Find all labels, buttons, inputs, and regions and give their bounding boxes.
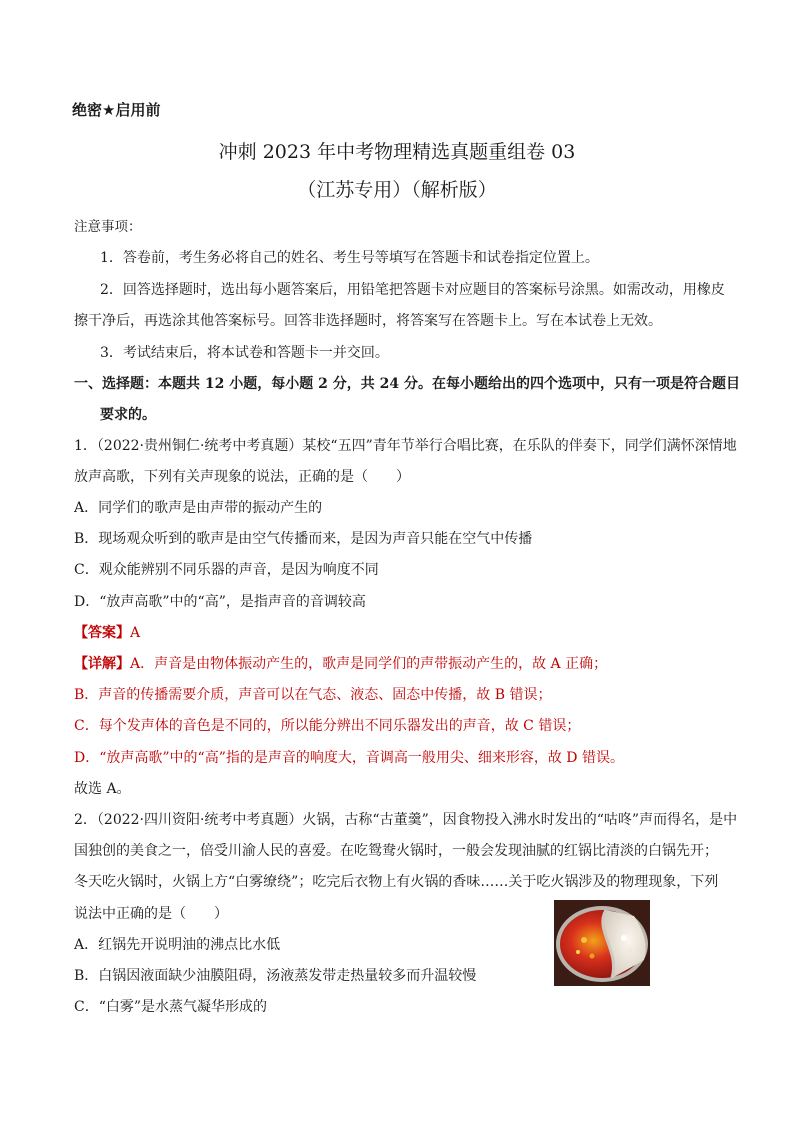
q2-stem-line-4: 说法中正确的是（ ） xyxy=(74,906,228,922)
section-heading-cont: 要求的。 xyxy=(100,407,156,423)
answer-value: A xyxy=(130,625,141,641)
notice-item-1: 1．答卷前，考生务必将自己的姓名、考生号等填写在答题卡和试卷指定位置上。 xyxy=(100,250,599,266)
q1-stem-line-2: 放声高歌，下列有关声现象的说法，正确的是（ ） xyxy=(74,469,410,485)
q1-conclusion: 故选 A。 xyxy=(74,781,131,797)
q2-stem-line-3: 冬天吃火锅时，火锅上方“白雾缭绕”；吃完后衣物上有火锅的香味……关于吃火锅涉及的物理现象，下列 xyxy=(74,874,719,890)
q1-option-a: A．同学们的歌声是由声带的振动产生的 xyxy=(74,500,323,516)
q1-option-d: D．“放声高歌”中的“高”，是指声音的音调较高 xyxy=(74,594,366,610)
q1-option-c: C．观众能辨别不同乐器的声音，是因为响度不同 xyxy=(74,562,379,578)
q1-option-b: B．现场观众听到的歌声是由空气传播而来，是因为声音只能在空气中传播 xyxy=(74,531,533,547)
page-title: 冲刺 2023 年中考物理精选真题重组卷 03 xyxy=(218,141,576,163)
confidential-label: 绝密★启用前 xyxy=(72,101,161,119)
notice-item-3: 3．考试结束后，将本试卷和答题卡一并交回。 xyxy=(100,345,389,361)
q2-option-c: C．“白雾”是水蒸气凝华形成的 xyxy=(74,999,268,1015)
q1-detail-a xyxy=(74,654,607,674)
q1-detail-d: D．“放声高歌”中的“高”指的是声音的响度大，音调高一般用尖、细来形容，故 D 错误。 xyxy=(74,750,624,766)
q1-stem-line-1: 1．（2022·贵州铜仁·统考中考真题）某校“五四”青年节举行合唱比赛，在乐队的伴奏下，同学们满怀深情地 xyxy=(74,438,737,454)
section-heading: 一、选择题：本题共 12 小题，每小题 2 分，共 24 分。在每小题给出的四个选项中，只有一项是符合题目 xyxy=(74,376,740,392)
detail-tag: 【详解】 xyxy=(74,656,130,672)
q2-stem-line-1: 2．（2022·四川资阳·统考中考真题）火锅，古称“古董羹”，因食物投入沸水时发出的“咕咚”声而得名，是中 xyxy=(74,812,738,828)
hotpot-photo xyxy=(554,900,650,986)
q2-stem-line-2: 国独创的美食之一，倍受川渝人民的喜爱。在吃鸳鸯火锅时，一般会发现油腻的红锅比清淡的白锅先开； xyxy=(74,843,718,859)
q1-answer xyxy=(74,623,140,643)
q2-option-b: B．白锅因液面缺少油膜阻碍，汤液蒸发带走热量较多而升温较慢 xyxy=(74,968,477,984)
q1-detail-b: B．声音的传播需要介质，声音可以在气态、液态、固态中传播，故 B 错误； xyxy=(74,687,552,703)
notice-item-2-line-1: 2．回答选择题时，选出每小题答案后，用铅笔把答题卡对应题目的答案标号涂黑。如需改动，用橡皮 xyxy=(100,282,725,298)
notice-item-2-line-2: 擦干净后，再选涂其他答案标号。回答非选择题时，将答案写在答题卡上。写在本试卷上无效。 xyxy=(74,313,662,329)
q1-detail-c: C．每个发声体的音色是不同的，所以能分辨出不同乐器发出的声音，故 C 错误； xyxy=(74,718,581,734)
q2-option-a: A．红锅先开说明油的沸点比水低 xyxy=(74,937,281,953)
notice-heading: 注意事项： xyxy=(74,219,142,235)
detail-a-text: A．声音是由物体振动产生的，歌声是同学们的声带振动产生的，故 A 正确； xyxy=(130,656,608,672)
answer-tag: 【答案】 xyxy=(74,625,130,641)
page-subtitle: （江苏专用）（解析版） xyxy=(297,179,497,201)
